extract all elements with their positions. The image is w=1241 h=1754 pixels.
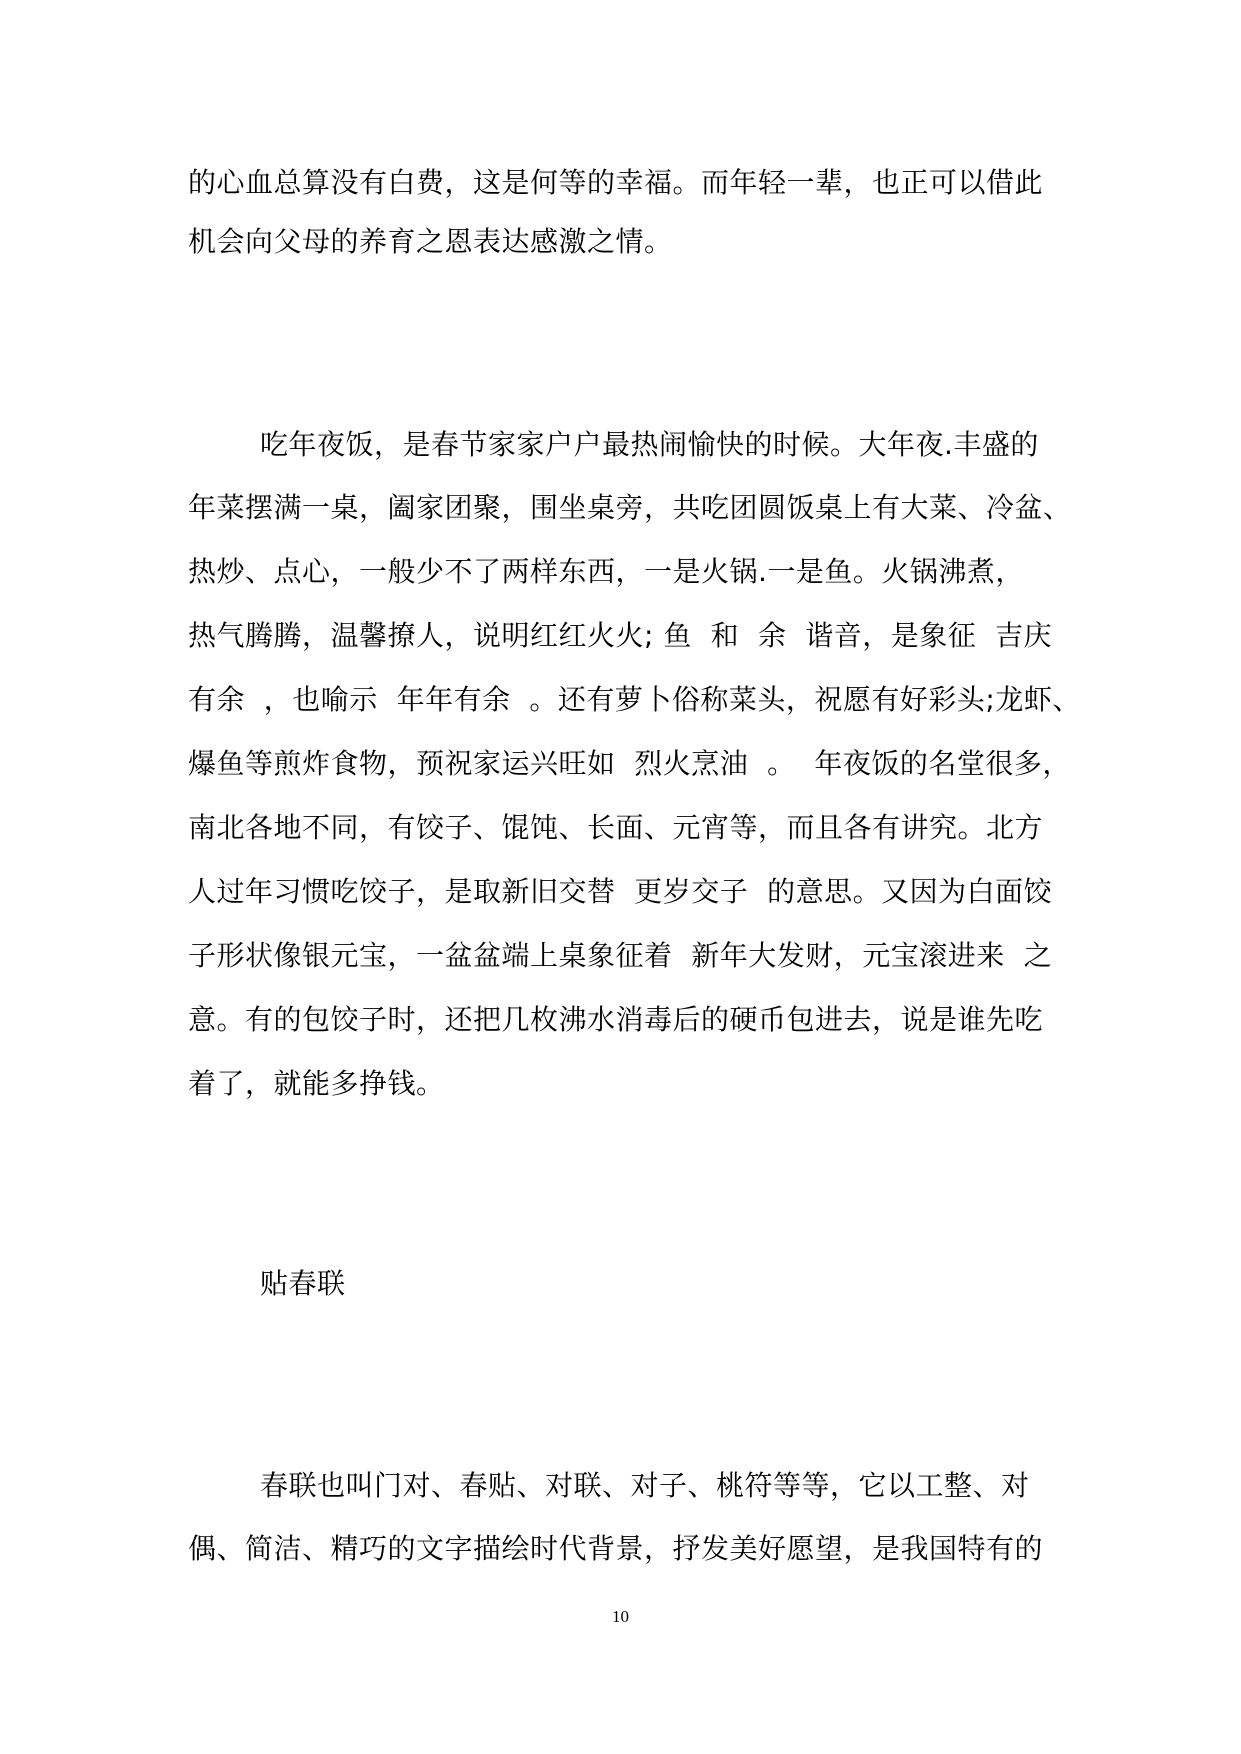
paragraph-line: 的心血总算没有白费，这是何等的幸福。而年轻一辈，也正可以借此 — [188, 166, 1044, 199]
paragraph-line: 热炒、点心，一般少不了两样东西，一是火锅.一是鱼。火锅沸煮， — [188, 555, 1024, 588]
paragraph-line: 子形状像银元宝，一盆盆端上桌象征着 新年大发财，元宝滚进来 之 — [188, 939, 1053, 972]
paragraph-line: 意。有的包饺子时，还把几枚沸水消毒后的硬币包进去，说是谁先吃 — [188, 1003, 1044, 1036]
section-heading: 贴春联 — [260, 1267, 346, 1300]
paragraph-line: 年菜摆满一桌，阖家团聚，围坐桌旁，共吃团圆饭桌上有大菜、冷盆、 — [188, 491, 1072, 524]
paragraph-line: 着了，就能多挣钱。 — [188, 1067, 445, 1100]
paragraph-line: 机会向父母的养育之恩表达感激之情。 — [188, 225, 673, 258]
page-number: 10 — [612, 1607, 629, 1626]
paragraph-line: 人过年习惯吃饺子，是取新旧交替 更岁交子 的意思。又因为白面饺 — [188, 875, 1053, 908]
paragraph-line: 南北各地不同，有饺子、馄饨、长面、元宵等，而且各有讲究。北方 — [188, 811, 1044, 844]
paragraph-line: 热气腾腾，温馨撩人，说明红红火火; 鱼 和 余 谐音，是象征 吉庆 — [188, 619, 1053, 652]
paragraph-line: 有余 ，也喻示 年年有余 。还有萝卜俗称菜头，祝愿有好彩头;龙虾、 — [188, 683, 1081, 716]
paragraph-line: 吃年夜饭，是春节家家户户最热闹愉快的时候。大年夜.丰盛的 — [260, 428, 1039, 461]
paragraph-line: 偶、简洁、精巧的文字描绘时代背景，抒发美好愿望，是我国特有的 — [188, 1532, 1044, 1565]
paragraph-line: 春联也叫门对、春贴、对联、对子、桃符等等，它以工整、对 — [260, 1469, 1030, 1502]
paragraph-line: 爆鱼等煎炸食物，预祝家运兴旺如 烈火烹油 。 年夜饭的名堂很多， — [188, 747, 1071, 780]
